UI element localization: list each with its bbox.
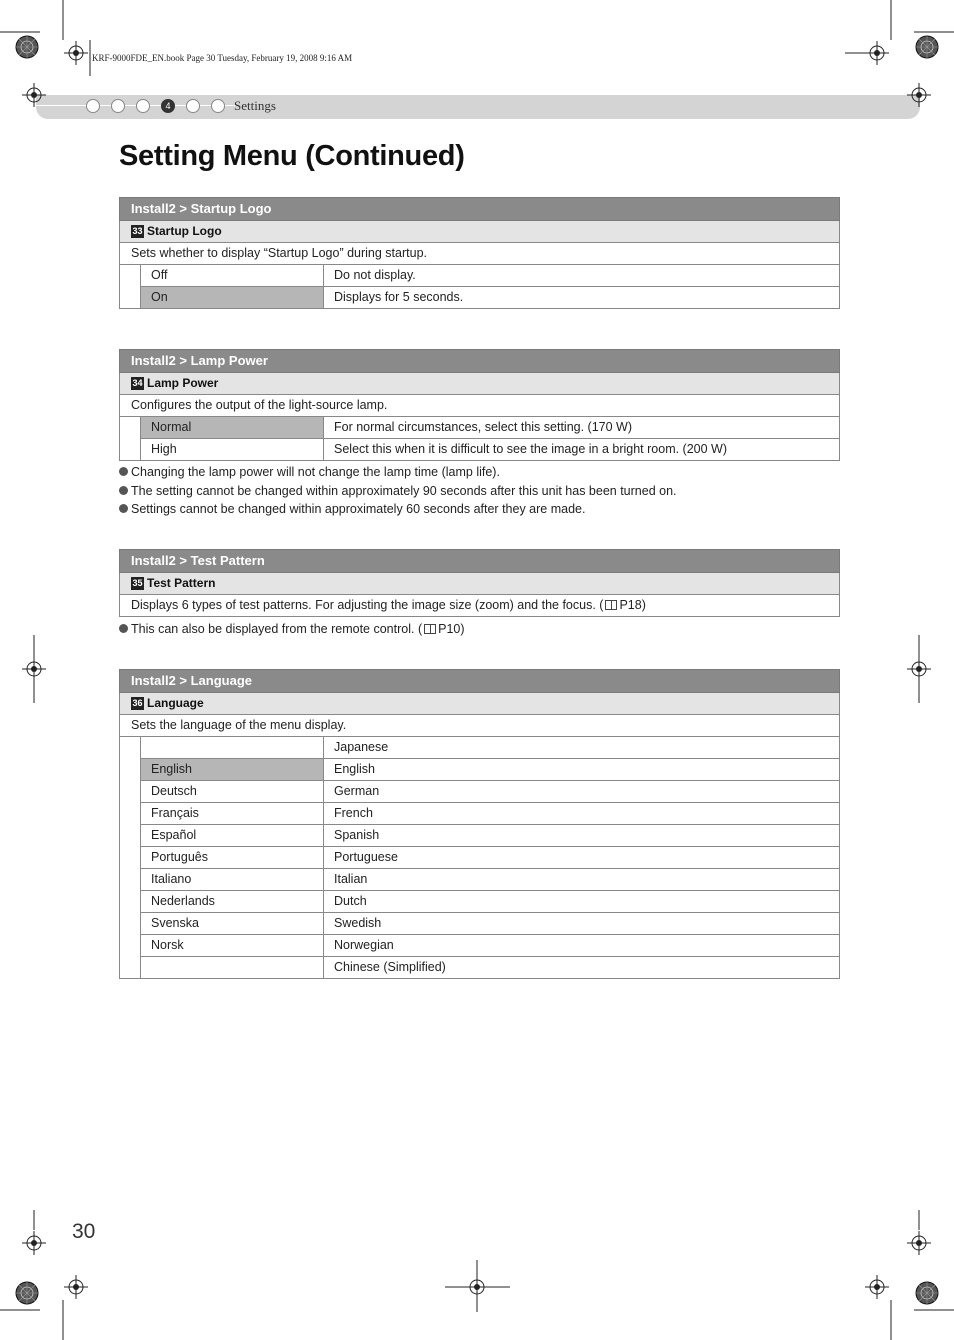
option-name-default: English [141,759,324,780]
registration-sun-icon [16,36,38,58]
item-description: Sets the language of the menu display. [119,715,840,737]
item-description: Sets whether to display “Startup Logo” during startup. [119,243,840,265]
registration-sun-icon [916,1282,938,1304]
option-value: Select this when it is difficult to see the image in a bright room. (200 W) [334,442,728,456]
option-name: Norsk [141,935,324,956]
note-text: Changing the lamp power will not change the lamp time (lamp life). [131,465,500,479]
page-number: 30 [72,1220,96,1243]
item-title: Lamp Power [147,376,219,390]
section-header: Install2 > Lamp Power [119,349,840,373]
item-number-badge: 34 [132,378,143,388]
option-value: Portuguese [334,850,398,864]
option-value: For normal circumstances, select this setting. (170 W) [334,420,633,434]
registration-cross-icon [64,41,88,65]
note-text: This can also be displayed from the remote control. ( [131,622,423,636]
option-value: German [334,784,380,798]
option-name: Svenska [141,913,324,934]
option-name: Deutsch [141,781,324,802]
note-suffix: ) [460,622,465,636]
option-value: Norwegian [334,938,394,952]
chapter-label: Settings [234,98,276,113]
option-name-default: On [141,287,324,308]
registration-cross-icon [907,83,931,107]
option-value: Chinese (Simplified) [334,960,446,974]
option-name: Español [141,825,324,846]
registration-sun-icon [16,1282,38,1304]
section-header: Install2 > Startup Logo [119,197,840,221]
item-title: Test Pattern [147,576,216,590]
option-name: Italiano [141,869,324,890]
item-number-badge: 36 [132,698,143,708]
option-value: Displays for 5 seconds. [334,290,464,304]
note-text: The setting cannot be changed within approximately 90 seconds after this unit has been turned on. [131,483,677,498]
option-value: French [334,806,373,820]
registration-cross-icon [865,41,889,65]
registration-cross-icon [865,1275,889,1299]
option-name: Français [141,803,324,824]
registration-cross-icon [907,1231,931,1255]
option-value: Dutch [334,894,367,908]
option-value: Do not display. [334,268,416,282]
option-name: Português [141,847,324,868]
page-title: Setting Menu (Continued) [119,140,465,172]
page-reference[interactable]: P18 [619,598,642,612]
option-value: Swedish [334,916,382,930]
section-header: Install2 > Test Pattern [119,549,840,573]
option-value: Spanish [334,828,380,842]
option-name-default: Normal [141,417,324,438]
section-header: Install2 > Language [119,669,840,693]
item-description: Configures the output of the light-source lamp. [119,395,840,417]
page-reference[interactable]: P10 [438,622,461,636]
option-value: Japanese [334,740,389,754]
item-title: Language [147,696,204,710]
option-name: Nederlands [141,891,324,912]
option-name: Off [141,265,324,286]
print-info: KRF-9000FDE_EN.book Page 30 Tuesday, February 19, 2008 9:16 AM [92,53,353,63]
chapter-dot-active: 4 [161,99,175,113]
note-text: Settings cannot be changed within approximately 60 seconds after they are made. [131,502,586,516]
registration-sun-icon [916,36,938,58]
description-text: Displays 6 types of test patterns. For adjusting the image size (zoom) and the focus. ( [131,598,604,612]
registration-cross-icon [22,83,46,107]
registration-cross-icon [64,1275,88,1299]
option-name: High [141,439,324,460]
registration-cross-icon [22,1231,46,1255]
description-suffix: ) [641,598,646,612]
option-value: English [334,762,375,776]
item-title: Startup Logo [147,224,222,238]
item-number-badge: 35 [132,578,143,588]
option-value: Italian [334,872,368,886]
item-number-badge: 33 [132,226,143,236]
